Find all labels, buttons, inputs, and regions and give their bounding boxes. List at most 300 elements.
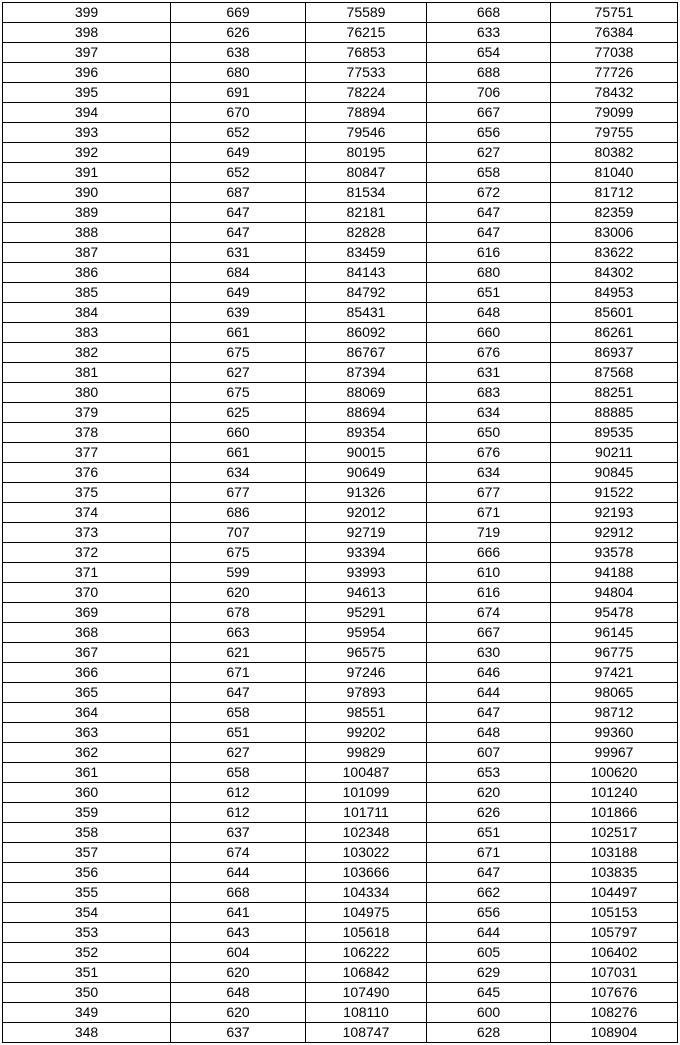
table-row [3,723,678,743]
count-cell: 644 [171,863,306,883]
table-row [3,223,678,243]
score-cell: 383 [3,323,171,343]
cumulative-cell: 96145 [551,623,678,643]
cumulative-cell: 108110 [306,1003,427,1023]
cumulative-cell: 98551 [306,703,427,723]
score-cell: 393 [3,123,171,143]
count-cell: 656 [427,123,551,143]
score-cell: 349 [3,1003,171,1023]
count-cell: 647 [171,683,306,703]
cumulative-cell: 102348 [306,823,427,843]
count-cell: 627 [171,743,306,763]
cumulative-cell: 76215 [306,23,427,43]
cumulative-cell: 93993 [306,563,427,583]
count-cell: 647 [171,203,306,223]
table-row [3,883,678,903]
count-cell: 668 [171,883,306,903]
cumulative-cell: 108904 [551,1023,678,1043]
cumulative-cell: 87394 [306,363,427,383]
cumulative-cell: 80847 [306,163,427,183]
count-cell: 660 [427,323,551,343]
score-cell: 395 [3,83,171,103]
cumulative-cell: 107676 [551,983,678,1003]
count-cell: 639 [171,303,306,323]
cumulative-cell: 107031 [551,963,678,983]
table-row [3,63,678,83]
cumulative-cell: 80382 [551,143,678,163]
cumulative-cell: 95954 [306,623,427,643]
count-cell: 680 [427,263,551,283]
score-cell: 350 [3,983,171,1003]
count-cell: 678 [171,603,306,623]
score-cell: 371 [3,563,171,583]
count-cell: 599 [171,563,306,583]
score-cell: 355 [3,883,171,903]
score-cell: 391 [3,163,171,183]
score-cell: 385 [3,283,171,303]
cumulative-cell: 86767 [306,343,427,363]
cumulative-cell: 83459 [306,243,427,263]
cumulative-cell: 86092 [306,323,427,343]
score-cell: 397 [3,43,171,63]
table-row [3,803,678,823]
count-cell: 676 [427,443,551,463]
table-row [3,463,678,483]
count-cell: 604 [171,943,306,963]
cumulative-cell: 89535 [551,423,678,443]
cumulative-cell: 94188 [551,563,678,583]
cumulative-cell: 97893 [306,683,427,703]
count-cell: 677 [171,483,306,503]
cumulative-cell: 93578 [551,543,678,563]
count-cell: 656 [427,903,551,923]
cumulative-cell: 99829 [306,743,427,763]
table-row [3,983,678,1003]
cumulative-cell: 84143 [306,263,427,283]
score-cell: 367 [3,643,171,663]
cumulative-cell: 94613 [306,583,427,603]
cumulative-cell: 83006 [551,223,678,243]
count-cell: 647 [427,223,551,243]
cumulative-cell: 88694 [306,403,427,423]
count-cell: 671 [427,843,551,863]
count-cell: 663 [171,623,306,643]
score-cell: 368 [3,623,171,643]
cumulative-cell: 91522 [551,483,678,503]
table-row [3,583,678,603]
table-row [3,783,678,803]
score-cell: 348 [3,1023,171,1043]
count-cell: 686 [171,503,306,523]
table-row [3,203,678,223]
table-row [3,683,678,703]
cumulative-cell: 88069 [306,383,427,403]
cumulative-cell: 82181 [306,203,427,223]
count-cell: 625 [171,403,306,423]
count-cell: 691 [171,83,306,103]
count-cell: 666 [427,543,551,563]
cumulative-cell: 103835 [551,863,678,883]
count-cell: 658 [171,763,306,783]
score-cell: 387 [3,243,171,263]
table-row [3,923,678,943]
table-row [3,703,678,723]
count-cell: 621 [171,643,306,663]
table-row [3,283,678,303]
table-row [3,103,678,123]
score-cell: 398 [3,23,171,43]
table-row [3,643,678,663]
count-cell: 669 [171,3,306,23]
table-row [3,183,678,203]
score-cell: 396 [3,63,171,83]
score-cell: 362 [3,743,171,763]
table-row [3,303,678,323]
count-cell: 667 [427,623,551,643]
count-cell: 631 [171,243,306,263]
cumulative-cell: 95478 [551,603,678,623]
score-cell: 388 [3,223,171,243]
count-cell: 661 [171,443,306,463]
count-cell: 647 [171,223,306,243]
cumulative-cell: 79099 [551,103,678,123]
cumulative-cell: 106842 [306,963,427,983]
count-cell: 645 [427,983,551,1003]
count-cell: 649 [171,143,306,163]
count-cell: 675 [171,383,306,403]
count-cell: 671 [171,663,306,683]
count-cell: 706 [427,83,551,103]
table-row [3,443,678,463]
table-row [3,1003,678,1023]
count-cell: 641 [171,903,306,923]
table-row [3,403,678,423]
count-cell: 633 [427,23,551,43]
count-cell: 637 [171,823,306,843]
cumulative-cell: 85601 [551,303,678,323]
cumulative-cell: 92193 [551,503,678,523]
table-row [3,743,678,763]
cumulative-cell: 88885 [551,403,678,423]
cumulative-cell: 99967 [551,743,678,763]
cumulative-cell: 95291 [306,603,427,623]
cumulative-cell: 100487 [306,763,427,783]
cumulative-cell: 92012 [306,503,427,523]
cumulative-cell: 108276 [551,1003,678,1023]
count-cell: 630 [427,643,551,663]
cumulative-cell: 87568 [551,363,678,383]
table-row [3,503,678,523]
score-cell: 394 [3,103,171,123]
cumulative-cell: 96575 [306,643,427,663]
count-cell: 668 [427,3,551,23]
score-cell: 363 [3,723,171,743]
count-cell: 610 [427,563,551,583]
count-cell: 719 [427,523,551,543]
cumulative-cell: 86937 [551,343,678,363]
table-row [3,343,678,363]
score-cell: 377 [3,443,171,463]
cumulative-cell: 93394 [306,543,427,563]
score-cell: 372 [3,543,171,563]
table-row [3,143,678,163]
count-cell: 612 [171,803,306,823]
count-cell: 607 [427,743,551,763]
count-cell: 680 [171,63,306,83]
cumulative-cell: 92912 [551,523,678,543]
cumulative-cell: 81040 [551,163,678,183]
count-cell: 620 [427,783,551,803]
count-cell: 707 [171,523,306,543]
score-cell: 389 [3,203,171,223]
cumulative-cell: 88251 [551,383,678,403]
cumulative-cell: 98065 [551,683,678,703]
table-row [3,483,678,503]
count-cell: 634 [427,403,551,423]
cumulative-cell: 90649 [306,463,427,483]
cumulative-cell: 108747 [306,1023,427,1043]
cumulative-cell: 80195 [306,143,427,163]
count-cell: 620 [171,583,306,603]
cumulative-cell: 105618 [306,923,427,943]
table-row [3,123,678,143]
score-cell: 378 [3,423,171,443]
cumulative-cell: 84792 [306,283,427,303]
count-cell: 661 [171,323,306,343]
count-cell: 670 [171,103,306,123]
table-row [3,523,678,543]
table-row [3,543,678,563]
cumulative-cell: 97421 [551,663,678,683]
count-cell: 600 [427,1003,551,1023]
table-row [3,943,678,963]
score-cell: 384 [3,303,171,323]
count-cell: 675 [171,543,306,563]
cumulative-cell: 100620 [551,763,678,783]
table-row [3,243,678,263]
score-cell: 376 [3,463,171,483]
score-cell: 381 [3,363,171,383]
cumulative-cell: 101866 [551,803,678,823]
count-cell: 644 [427,923,551,943]
table-row [3,1023,678,1043]
count-cell: 651 [171,723,306,743]
score-cell: 399 [3,3,171,23]
cumulative-cell: 90015 [306,443,427,463]
score-cell: 369 [3,603,171,623]
score-cell: 360 [3,783,171,803]
table-row [3,823,678,843]
cumulative-cell: 75751 [551,3,678,23]
cumulative-cell: 77533 [306,63,427,83]
count-cell: 648 [427,723,551,743]
cumulative-cell: 77038 [551,43,678,63]
count-cell: 612 [171,783,306,803]
cumulative-cell: 82359 [551,203,678,223]
count-cell: 683 [427,383,551,403]
table-row [3,863,678,883]
count-cell: 626 [171,23,306,43]
score-cell: 366 [3,663,171,683]
score-cell: 390 [3,183,171,203]
table-row [3,263,678,283]
cumulative-cell: 89354 [306,423,427,443]
cumulative-cell: 81534 [306,183,427,203]
score-cell: 357 [3,843,171,863]
cumulative-cell: 104975 [306,903,427,923]
count-cell: 667 [427,103,551,123]
cumulative-cell: 104497 [551,883,678,903]
count-cell: 647 [427,203,551,223]
cumulative-cell: 78894 [306,103,427,123]
count-cell: 616 [427,583,551,603]
score-cell: 386 [3,263,171,283]
cumulative-cell: 97246 [306,663,427,683]
score-cell: 358 [3,823,171,843]
count-cell: 647 [427,703,551,723]
count-cell: 629 [427,963,551,983]
cumulative-cell: 103022 [306,843,427,863]
cumulative-cell: 107490 [306,983,427,1003]
table-row [3,903,678,923]
cumulative-cell: 103666 [306,863,427,883]
count-cell: 658 [427,163,551,183]
cumulative-cell: 105153 [551,903,678,923]
cumulative-cell: 101711 [306,803,427,823]
score-cell: 382 [3,343,171,363]
cumulative-cell: 91326 [306,483,427,503]
cumulative-cell: 94804 [551,583,678,603]
table-row [3,843,678,863]
count-cell: 627 [427,143,551,163]
table-row [3,23,678,43]
count-cell: 626 [427,803,551,823]
cumulative-cell: 84953 [551,283,678,303]
score-cell: 353 [3,923,171,943]
score-cell: 359 [3,803,171,823]
count-cell: 637 [171,1023,306,1043]
table-row [3,763,678,783]
cumulative-cell: 90845 [551,463,678,483]
table-row [3,3,678,23]
count-cell: 650 [427,423,551,443]
cumulative-cell: 106402 [551,943,678,963]
count-cell: 649 [171,283,306,303]
count-cell: 684 [171,263,306,283]
cumulative-cell: 83622 [551,243,678,263]
count-cell: 688 [427,63,551,83]
cumulative-cell: 78432 [551,83,678,103]
count-cell: 620 [171,963,306,983]
count-cell: 687 [171,183,306,203]
table-row [3,623,678,643]
count-cell: 634 [427,463,551,483]
table-row [3,963,678,983]
score-cell: 392 [3,143,171,163]
table-row [3,423,678,443]
table-row [3,663,678,683]
count-cell: 651 [427,823,551,843]
cumulative-cell: 101240 [551,783,678,803]
count-cell: 647 [427,863,551,883]
score-cell: 375 [3,483,171,503]
count-cell: 620 [171,1003,306,1023]
cumulative-cell: 98712 [551,703,678,723]
cumulative-cell: 92719 [306,523,427,543]
count-cell: 676 [427,343,551,363]
score-cell: 354 [3,903,171,923]
count-cell: 672 [427,183,551,203]
score-cell: 352 [3,943,171,963]
table-row [3,603,678,623]
cumulative-cell: 76384 [551,23,678,43]
cumulative-cell: 103188 [551,843,678,863]
count-cell: 638 [171,43,306,63]
count-cell: 646 [427,663,551,683]
cumulative-cell: 99360 [551,723,678,743]
score-cell: 379 [3,403,171,423]
count-cell: 653 [427,763,551,783]
score-cell: 374 [3,503,171,523]
cumulative-cell: 76853 [306,43,427,63]
cumulative-cell: 85431 [306,303,427,323]
cumulative-cell: 79546 [306,123,427,143]
cumulative-cell: 90211 [551,443,678,463]
table-row [3,83,678,103]
count-cell: 652 [171,163,306,183]
count-cell: 605 [427,943,551,963]
count-cell: 658 [171,703,306,723]
count-cell: 648 [171,983,306,1003]
count-cell: 631 [427,363,551,383]
count-cell: 677 [427,483,551,503]
count-cell: 671 [427,503,551,523]
cumulative-cell: 78224 [306,83,427,103]
cumulative-cell: 75589 [306,3,427,23]
table-row [3,43,678,63]
table-row [3,383,678,403]
count-cell: 654 [427,43,551,63]
cumulative-cell: 104334 [306,883,427,903]
count-cell: 643 [171,923,306,943]
count-cell: 616 [427,243,551,263]
table-row [3,563,678,583]
count-cell: 648 [427,303,551,323]
cumulative-cell: 79755 [551,123,678,143]
cumulative-cell: 77726 [551,63,678,83]
cumulative-cell: 101099 [306,783,427,803]
score-distribution-table [2,2,678,1043]
cumulative-cell: 106222 [306,943,427,963]
count-cell: 627 [171,363,306,383]
cumulative-cell: 102517 [551,823,678,843]
cumulative-cell: 99202 [306,723,427,743]
cumulative-cell: 84302 [551,263,678,283]
score-cell: 370 [3,583,171,603]
table-row [3,163,678,183]
score-cell: 380 [3,383,171,403]
cumulative-cell: 81712 [551,183,678,203]
count-cell: 634 [171,463,306,483]
score-cell: 364 [3,703,171,723]
table-row [3,323,678,343]
cumulative-cell: 105797 [551,923,678,943]
score-cell: 351 [3,963,171,983]
cumulative-cell: 86261 [551,323,678,343]
count-cell: 674 [171,843,306,863]
table-row [3,363,678,383]
count-cell: 644 [427,683,551,703]
